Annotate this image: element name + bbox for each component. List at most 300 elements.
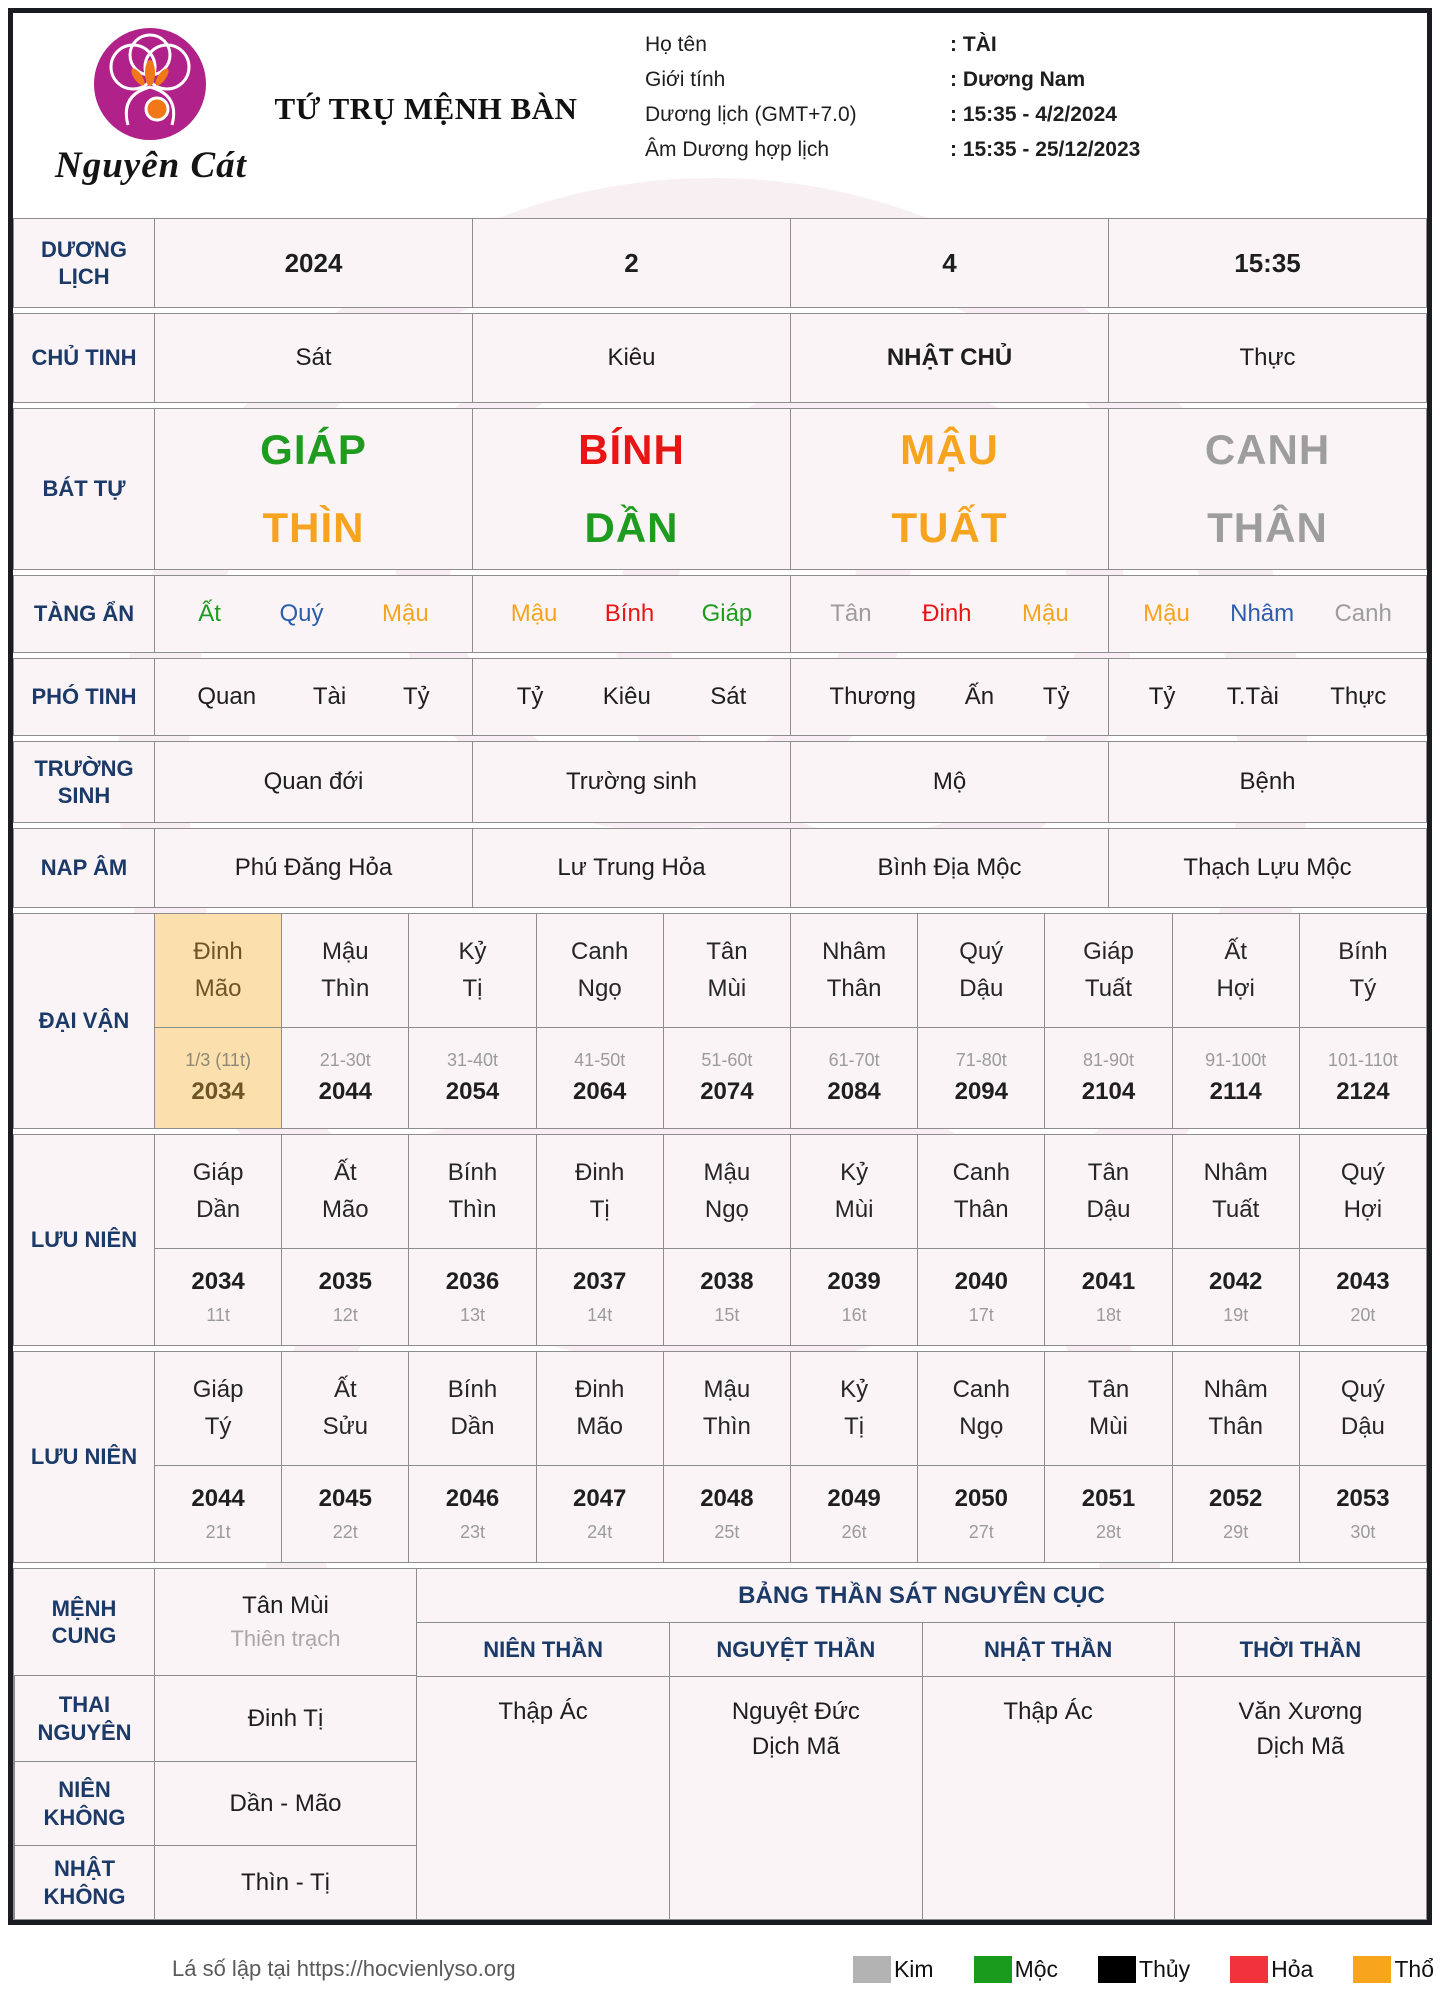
pillar-value: 2 [624, 247, 639, 278]
info-value: : 15:35 - 25/12/2023 [950, 138, 1141, 161]
daivan-canchi-cell [408, 914, 535, 1027]
can: Mậu [321, 938, 369, 965]
pho-tinh-label: PHÓ TINH [31, 684, 137, 710]
person-info-row [645, 33, 1385, 57]
can: Ất [333, 1159, 357, 1186]
element-legend [853, 1956, 1434, 1983]
year: 2051 [1081, 1485, 1136, 1513]
can: Mậu [703, 1159, 751, 1186]
pillar-cell [1108, 409, 1426, 569]
can-chi [1204, 1158, 1268, 1225]
can: Canh [952, 1376, 1010, 1403]
can: Bính [447, 1159, 498, 1186]
chi: Thân [1208, 1413, 1264, 1440]
luunien2-canchi-cell [663, 1352, 790, 1465]
pillar-cell [1108, 314, 1426, 402]
year: 2049 [827, 1485, 881, 1513]
legend-item [974, 1956, 1058, 1983]
age-range: 41-50t [574, 1049, 626, 1070]
than-sat-value: Nguyệt Đức [731, 1698, 860, 1725]
chi: Ngọ [959, 1413, 1004, 1440]
info-label: Giới tính [645, 68, 726, 91]
luunien1-canchi-cell [663, 1135, 790, 1248]
age: 23t [459, 1522, 485, 1543]
can: Giáp [192, 1159, 244, 1186]
can-chi [959, 937, 1003, 1004]
age-range: 21-30t [319, 1049, 371, 1070]
pillar-cell [790, 742, 1108, 822]
legend-swatch-thổ [1353, 1956, 1391, 1983]
age: 18t [1095, 1305, 1121, 1326]
can: Ất [333, 1376, 357, 1403]
info-label: Họ tên [645, 33, 707, 56]
year: 2038 [700, 1268, 754, 1296]
legend-item [1230, 1956, 1313, 1983]
luunien1-canchi-cell [917, 1135, 1044, 1248]
footer [0, 1944, 1440, 1994]
pillar-cell [154, 576, 472, 652]
chi-value: TUẤT [891, 504, 1008, 551]
duong-lich-row [13, 218, 1427, 308]
year: 2043 [1336, 1268, 1390, 1296]
legend-item [1353, 1956, 1434, 1983]
chi: Ngọ [577, 975, 622, 1002]
pillar-cell [1108, 576, 1426, 652]
can-chi [706, 937, 747, 1004]
than-sat-value: Dịch Mã [1256, 1732, 1345, 1760]
triple-value: Sát [710, 683, 747, 710]
year: 2050 [954, 1485, 1008, 1513]
triple-value: Ấn [964, 683, 995, 710]
age-range: 101-110t [1328, 1049, 1398, 1070]
can: Ất [1224, 938, 1248, 965]
year: 2034 [191, 1268, 245, 1296]
year: 2054 [445, 1078, 500, 1106]
chi: Dần [196, 1196, 241, 1223]
daivan-canchi-cell [1044, 914, 1171, 1027]
info-value: : Dương Nam [950, 68, 1086, 91]
luunien2-year-cell [281, 1465, 408, 1562]
nien-khong-value [154, 1761, 416, 1845]
daivan-year-cell [536, 1027, 663, 1128]
chi: Thân [953, 1196, 1009, 1223]
than-sat-title: BẢNG THẦN SÁT NGUYÊN CỤC [417, 1569, 1426, 1623]
lotus-logo-icon [91, 25, 209, 143]
legend-item [1098, 1956, 1190, 1983]
luunien2-year-cell [1172, 1465, 1299, 1562]
can: Đinh [575, 1159, 625, 1186]
luunien1-year-cell [536, 1248, 663, 1345]
pillar-value: Thực [1239, 344, 1296, 371]
pillar-cell [154, 409, 472, 569]
pillar-value: Kiêu [607, 344, 656, 371]
luunien1-year-cell [1299, 1248, 1426, 1345]
can-chi [193, 937, 242, 1004]
chi: Dậu [959, 975, 1004, 1002]
triple-value: Quan [197, 683, 257, 710]
daivan-year-cell [1044, 1027, 1171, 1128]
pillar-cell [790, 829, 1108, 907]
year: 2045 [318, 1485, 372, 1513]
can: Tân [1087, 1159, 1130, 1186]
daivan-canchi-cell [281, 914, 408, 1027]
chi: Thìn [448, 1196, 497, 1223]
pillar-cell [472, 742, 790, 822]
age: 19t [1223, 1305, 1249, 1326]
age: 17t [968, 1305, 994, 1326]
daivan-label: ĐẠI VẬN [38, 1008, 130, 1034]
luunien1-canchi-cell [408, 1135, 535, 1248]
luunien1-year-cell [790, 1248, 917, 1345]
year: 2034 [191, 1078, 245, 1106]
than-sat-header: NGUYỆT THẦN [669, 1623, 921, 1677]
chi: Thân [826, 975, 882, 1002]
truong-sinh-label: TRƯỜNG SINH [34, 755, 134, 808]
pillar-value: Trường sinh [566, 768, 697, 795]
chi: Mùi [707, 975, 747, 1002]
can: Canh [571, 938, 629, 965]
chart-sheet [8, 8, 1432, 1925]
than-sat-value: Thập Ác [498, 1698, 588, 1725]
can-chi [448, 1375, 497, 1442]
can: Tân [1087, 1376, 1130, 1403]
menh-cung-value [154, 1569, 416, 1675]
can: Tân [706, 938, 748, 965]
pillar-rows [13, 218, 1427, 908]
daivan-year-cell [1299, 1027, 1426, 1128]
luunien1-year-cell [663, 1248, 790, 1345]
can-chi [1088, 1375, 1129, 1442]
pillar-cell [790, 576, 1108, 652]
duong-lich-label: DƯƠNG LỊCH [41, 236, 127, 289]
pillar-cell [154, 742, 472, 822]
pillar-value: Bình Địa Mộc [877, 854, 1022, 881]
pillar-cell [472, 314, 790, 402]
can: Kỷ [840, 1376, 869, 1403]
pillar-cell [790, 409, 1108, 569]
pillar-cell [472, 576, 790, 652]
legend-swatch-hỏa [1230, 1956, 1268, 1983]
year: 2104 [1081, 1078, 1136, 1106]
menh-cung-label: MỆNH CUNG [51, 1595, 117, 1648]
than-sat-value: Thập Ác [1003, 1698, 1093, 1725]
can: Nhâm [1203, 1376, 1268, 1403]
luunien2-year-cell [1299, 1465, 1426, 1562]
luunien1-canchi-cell [281, 1135, 408, 1248]
chi: Dần [450, 1413, 495, 1440]
triple-value: Tài [312, 683, 347, 710]
can-chi [835, 1158, 874, 1225]
pillar-cell [790, 314, 1108, 402]
can: Đinh [193, 938, 243, 965]
year: 2047 [573, 1485, 627, 1513]
year: 2037 [573, 1268, 627, 1296]
chi-value: THÂN [1207, 504, 1328, 551]
can-chi [193, 1375, 244, 1442]
legend-swatch-thủy [1098, 1956, 1136, 1983]
triple-value: Mậu [1022, 600, 1069, 627]
than-sat-header: THỜI THẦN [1174, 1623, 1426, 1677]
age: 29t [1223, 1522, 1249, 1543]
legend-swatch-mộc [974, 1956, 1012, 1983]
triple-value: Kiêu [602, 683, 651, 710]
can-chi [1086, 1158, 1130, 1225]
bottom-table [13, 1568, 1427, 1920]
chi-value: THÌN [262, 504, 365, 551]
can: Giáp [192, 1376, 244, 1403]
can: Bính [1338, 938, 1388, 965]
than-sat-header: NIÊN THẦN [417, 1623, 669, 1677]
pillar-value: Lư Trung Hỏa [557, 854, 706, 881]
year: 2046 [445, 1485, 500, 1513]
luunien2-canchi-cell [281, 1352, 408, 1465]
triple-value: Quý [279, 600, 324, 627]
pillar-cell [154, 659, 472, 735]
can: Đinh [575, 1376, 625, 1403]
info-label: Dương lịch (GMT+7.0) [645, 103, 857, 126]
thai-nguyen-label: THAI NGUYÊN [14, 1675, 154, 1761]
age-range: 51-60t [701, 1049, 753, 1070]
daivan-canchi-cell [1299, 914, 1426, 1027]
luunien1-canchi-cell [1299, 1135, 1426, 1248]
can-value: CANH [1204, 425, 1331, 473]
luunien2-canchi-cell [790, 1352, 917, 1465]
tang-an-row [13, 575, 1427, 653]
triple-value: Nhâm [1230, 600, 1295, 627]
triple-value: Mậu [1143, 600, 1190, 627]
pillar-cell [1108, 829, 1426, 907]
can-chi-stack [892, 424, 1008, 555]
daivan-year-cell [663, 1027, 790, 1128]
nien-khong-label: NIÊN KHÔNG [14, 1761, 154, 1845]
chi: Tuất [1084, 975, 1133, 1002]
year: 2039 [827, 1268, 881, 1296]
chi: Thìn [702, 1413, 751, 1440]
triple-value: Bính [604, 600, 655, 627]
luunien2-year-cell [154, 1465, 281, 1562]
can-chi [571, 937, 628, 1004]
chi: Ngọ [704, 1196, 749, 1223]
can: Quý [1340, 1376, 1385, 1403]
luunien1-year-cell [154, 1248, 281, 1345]
can-chi [1338, 937, 1387, 1004]
year: 2044 [191, 1485, 245, 1513]
value-main: Tân Mùi [242, 1592, 329, 1620]
than-sat-value: Dịch Mã [751, 1732, 840, 1760]
year: 2053 [1336, 1485, 1390, 1513]
luunien2-year-cell [536, 1465, 663, 1562]
age: 20t [1350, 1305, 1376, 1326]
legend-label: Kim [893, 1955, 934, 1982]
truong-sinh-row [13, 741, 1427, 823]
age: 14t [587, 1305, 613, 1326]
than-sat-header: NHẬT THẦN [922, 1623, 1174, 1677]
pillar-value: NHẬT CHỦ [886, 344, 1013, 371]
can-chi-stack [260, 424, 367, 555]
info-value: : 15:35 - 4/2/2024 [950, 103, 1117, 126]
age: 22t [332, 1522, 358, 1543]
triple-value: Tỷ [1148, 683, 1176, 710]
triple-value: Mậu [382, 600, 429, 627]
can: Kỷ [458, 938, 487, 965]
luunien2-canchi-cell [154, 1352, 281, 1465]
age: 30t [1350, 1522, 1376, 1543]
can-chi [458, 937, 486, 1004]
luu-nien-table-2 [13, 1351, 1427, 1563]
age: 15t [714, 1305, 740, 1326]
can-chi [1341, 1158, 1385, 1225]
triple-value: Thực [1330, 683, 1387, 710]
year: 2074 [700, 1078, 754, 1106]
daivan-year-cell [281, 1027, 408, 1128]
info-value: : TÀI [950, 33, 997, 56]
triple-value: Thương [829, 683, 916, 710]
than-sat-table [416, 1569, 1426, 1919]
age: 21t [205, 1522, 231, 1543]
pillar-value: 15:35 [1234, 247, 1301, 278]
chi: Hợi [1216, 975, 1255, 1002]
pillar-value: Sát [295, 344, 332, 371]
pillar-cell [472, 409, 790, 569]
can-chi [193, 1158, 244, 1225]
luunien2-canchi-cell [917, 1352, 1044, 1465]
can-chi [322, 1158, 369, 1225]
age: 27t [968, 1522, 994, 1543]
value-main: Dần - Mão [229, 1789, 342, 1817]
can-chi [703, 1375, 751, 1442]
can: Kỷ [840, 1159, 869, 1186]
can-chi [1083, 937, 1134, 1004]
than-sat-cell [922, 1677, 1174, 1919]
can-chi [448, 1158, 497, 1225]
chi: Tị [462, 975, 483, 1002]
year: 2036 [445, 1268, 500, 1296]
tang-an-label: TÀNG ẨN [33, 601, 135, 627]
chi: Hợi [1343, 1196, 1383, 1223]
person-info-row [645, 103, 1385, 127]
chi: Tý [1349, 975, 1377, 1002]
luunien1-canchi-cell [790, 1135, 917, 1248]
pillar-value: Bệnh [1239, 768, 1296, 795]
daivan-canchi-cell [790, 914, 917, 1027]
chi: Tuất [1212, 1196, 1260, 1223]
luunien1-year-cell [1044, 1248, 1171, 1345]
year: 2041 [1081, 1268, 1136, 1296]
value-main: Đinh Tị [247, 1704, 324, 1732]
luunien2-canchi-cell [1172, 1352, 1299, 1465]
pillar-cell [154, 314, 472, 402]
year: 2084 [827, 1078, 881, 1106]
daivan-year-cell [154, 1027, 281, 1128]
can-chi [704, 1158, 751, 1225]
chi: Tị [589, 1196, 610, 1223]
can: Nhâm [822, 938, 887, 965]
chi-value: DẦN [584, 504, 679, 551]
pillar-cell [790, 219, 1108, 307]
luunien1-canchi-cell [1172, 1135, 1299, 1248]
luunien1-year-cell [408, 1248, 535, 1345]
year: 2044 [318, 1078, 372, 1106]
nap-am-label: NAP ÂM [40, 855, 128, 881]
header [13, 13, 1427, 213]
pillar-cell [154, 219, 472, 307]
pillar-cell [472, 659, 790, 735]
pillar-value: Quan đới [263, 768, 364, 795]
luunien2-year-cell [663, 1465, 790, 1562]
age: 25t [714, 1522, 740, 1543]
luunien2-year-cell [917, 1465, 1044, 1562]
age-range: 91-100t [1205, 1049, 1267, 1070]
daivan-year-cell [408, 1027, 535, 1128]
daivan-canchi-cell [917, 914, 1044, 1027]
can-chi [575, 1158, 624, 1225]
pillar-cell [472, 219, 790, 307]
pho-tinh-row [13, 658, 1427, 736]
daivan-canchi-cell [1172, 914, 1299, 1027]
can-chi [1216, 937, 1254, 1004]
triple-value: Tân [830, 600, 872, 627]
can-chi [953, 1375, 1010, 1442]
daivan-canchi-cell [663, 914, 790, 1027]
daivan-year-cell [917, 1027, 1044, 1128]
year: 2094 [954, 1078, 1008, 1106]
chi: Tý [204, 1413, 232, 1440]
chi: Thìn [321, 975, 370, 1002]
can-chi [840, 1375, 868, 1442]
info-label: Âm Dương hợp lịch [645, 138, 829, 161]
luunien2-canchi-cell [1299, 1352, 1426, 1465]
can-chi [1204, 1375, 1268, 1442]
luunien2-year-cell [1044, 1465, 1171, 1562]
legend-label: Hỏa [1271, 1955, 1314, 1982]
credit-line: Lá số lập tại https://hocvienlyso.org [172, 1956, 516, 1981]
nhat-khong-value [154, 1845, 416, 1919]
triple-value: Đinh [922, 600, 972, 627]
year: 2124 [1336, 1078, 1390, 1106]
daivan-canchi-cell [536, 914, 663, 1027]
luunien2-canchi-cell [1044, 1352, 1171, 1465]
triple-value: Canh [1334, 600, 1392, 627]
luunien1-canchi-cell [154, 1135, 281, 1248]
age-range: 81-90t [1082, 1049, 1135, 1070]
age: 28t [1095, 1522, 1121, 1543]
legend-label: Mộc [1014, 1955, 1059, 1982]
year: 2048 [700, 1485, 754, 1513]
daivan-canchi-cell [154, 914, 281, 1027]
triple-value: Tỷ [1042, 683, 1070, 710]
triple-value: Ất [198, 600, 221, 627]
dai-van-table [13, 913, 1427, 1129]
can-chi [1341, 1375, 1385, 1442]
bat-tu-row [13, 408, 1427, 570]
can: Quý [959, 938, 1004, 965]
can-chi [953, 1158, 1010, 1225]
chi: Mão [576, 1413, 624, 1440]
chi: Tị [844, 1413, 865, 1440]
year: 2040 [954, 1268, 1008, 1296]
can-chi-stack [1205, 424, 1330, 555]
pillar-cell [472, 829, 790, 907]
pillar-cell [1108, 659, 1426, 735]
can: Quý [1340, 1159, 1385, 1186]
luunien2-canchi-cell [536, 1352, 663, 1465]
age-range: 1/3 (11t) [185, 1049, 251, 1070]
brand-logo [55, 25, 245, 187]
age-range: 31-40t [446, 1049, 499, 1070]
than-sat-cell [669, 1677, 921, 1919]
luunien1-year-cell [281, 1248, 408, 1345]
luunien2-year-cell [790, 1465, 917, 1562]
